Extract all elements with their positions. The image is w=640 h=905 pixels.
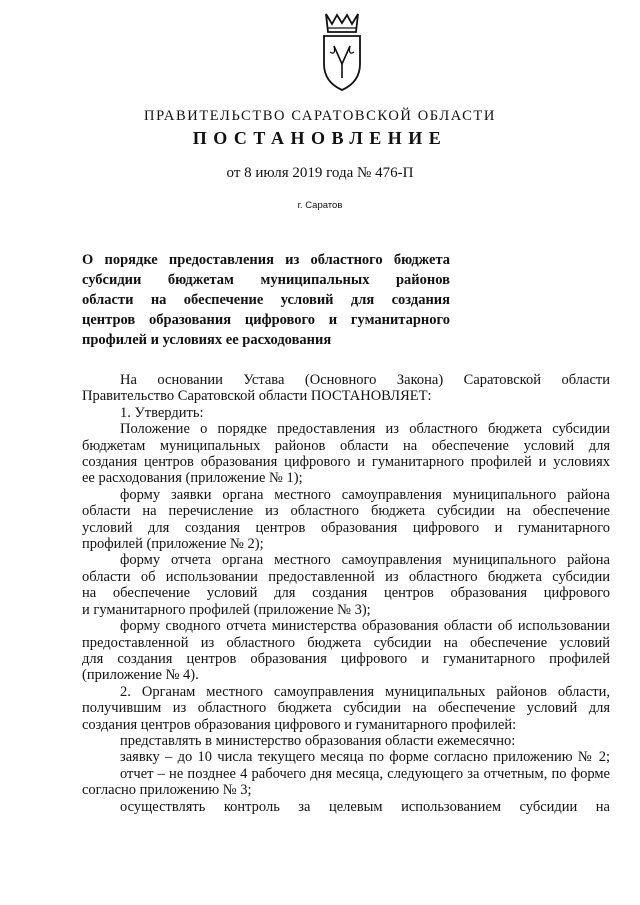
body-line: 1. Утвердить: (120, 404, 204, 421)
subject-line: области на обеспечение условий для создания (82, 292, 450, 308)
body-line: бюджетам муниципальных районов области на обеспечение условий для (82, 437, 610, 454)
body-line: предоставленной из областного бюджета субсидии на обеспечение условий (82, 634, 610, 651)
body-line: форму сводного отчета министерства образования области об использовании (120, 618, 610, 635)
body-line: Правительство Саратовской области ПОСТАНОВЛЯЕТ: (82, 388, 432, 405)
document-date-number: от 8 июля 2019 года № 476-П (226, 165, 414, 181)
body-line: Положение о порядке предоставления из областного бюджета субсидии (120, 421, 610, 438)
subject-line: центров образования цифрового и гуманитарного (82, 312, 450, 328)
coat-of-arms-icon (320, 12, 364, 92)
body-line: форму заявки органа местного самоуправления муниципального района (120, 486, 610, 503)
body-line: заявку – до 10 числа текущего месяца по форме согласно приложению № 2; (120, 749, 610, 766)
body-line: и гуманитарного профилей (приложение № 3); (82, 601, 371, 618)
body-line: на обеспечение условий для создания центров образования цифрового (82, 585, 610, 602)
body-line: представлять в министерство образования области ежемесячно: (120, 732, 516, 749)
body-line: создания центров образования цифрового и гуманитарного профилей и условиях (82, 454, 610, 471)
body-line: профилей (приложение № 2); (82, 536, 264, 553)
body-line: ее расходования (приложение № 1); (82, 470, 303, 487)
subject-line: субсидии бюджетам муниципальных районов (82, 272, 450, 288)
body-line: форму отчета органа местного самоуправления муниципального района (120, 552, 610, 569)
body-line: создания центров образования цифрового и гуманитарного профилей: (82, 716, 517, 733)
document-subject (82, 250, 450, 350)
body-line: области на перечисление из областного бюджета субсидии на обеспечение (82, 503, 610, 520)
government-name: ПРАВИТЕЛЬСТВО САРАТОВСКОЙ ОБЛАСТИ (144, 108, 496, 124)
subject-line: О порядке предоставления из областного бюджета (82, 252, 450, 268)
body-line: условий для создания центров образования цифрового и гуманитарного (82, 519, 610, 536)
document-title: ПОСТАНОВЛЕНИЕ (192, 128, 448, 148)
body-line: отчет – не позднее 4 рабочего дня месяца, следующего за отчетным, по форме (120, 765, 610, 782)
document-city: г. Саратов (297, 200, 343, 211)
document-body (82, 372, 610, 815)
body-line: области об использовании предоставленной из областного бюджета субсидии (82, 568, 610, 585)
body-line: (приложение № 4). (82, 667, 199, 684)
body-line: для создания центров образования цифрового и гуманитарного профилей (82, 650, 610, 667)
body-line: осуществлять контроль за целевым использованием субсидии на (120, 798, 610, 815)
body-line: 2. Органам местного самоуправления муниципальных районов области, (120, 683, 610, 700)
subject-line: профилей и условиях ее расходования (82, 332, 332, 348)
body-line: согласно приложению № 3; (82, 782, 252, 799)
body-line: На основании Устава (Основного Закона) Саратовской области (120, 372, 610, 388)
body-line: получившим из областного бюджета субсидии на обеспечение условий для (82, 700, 610, 717)
